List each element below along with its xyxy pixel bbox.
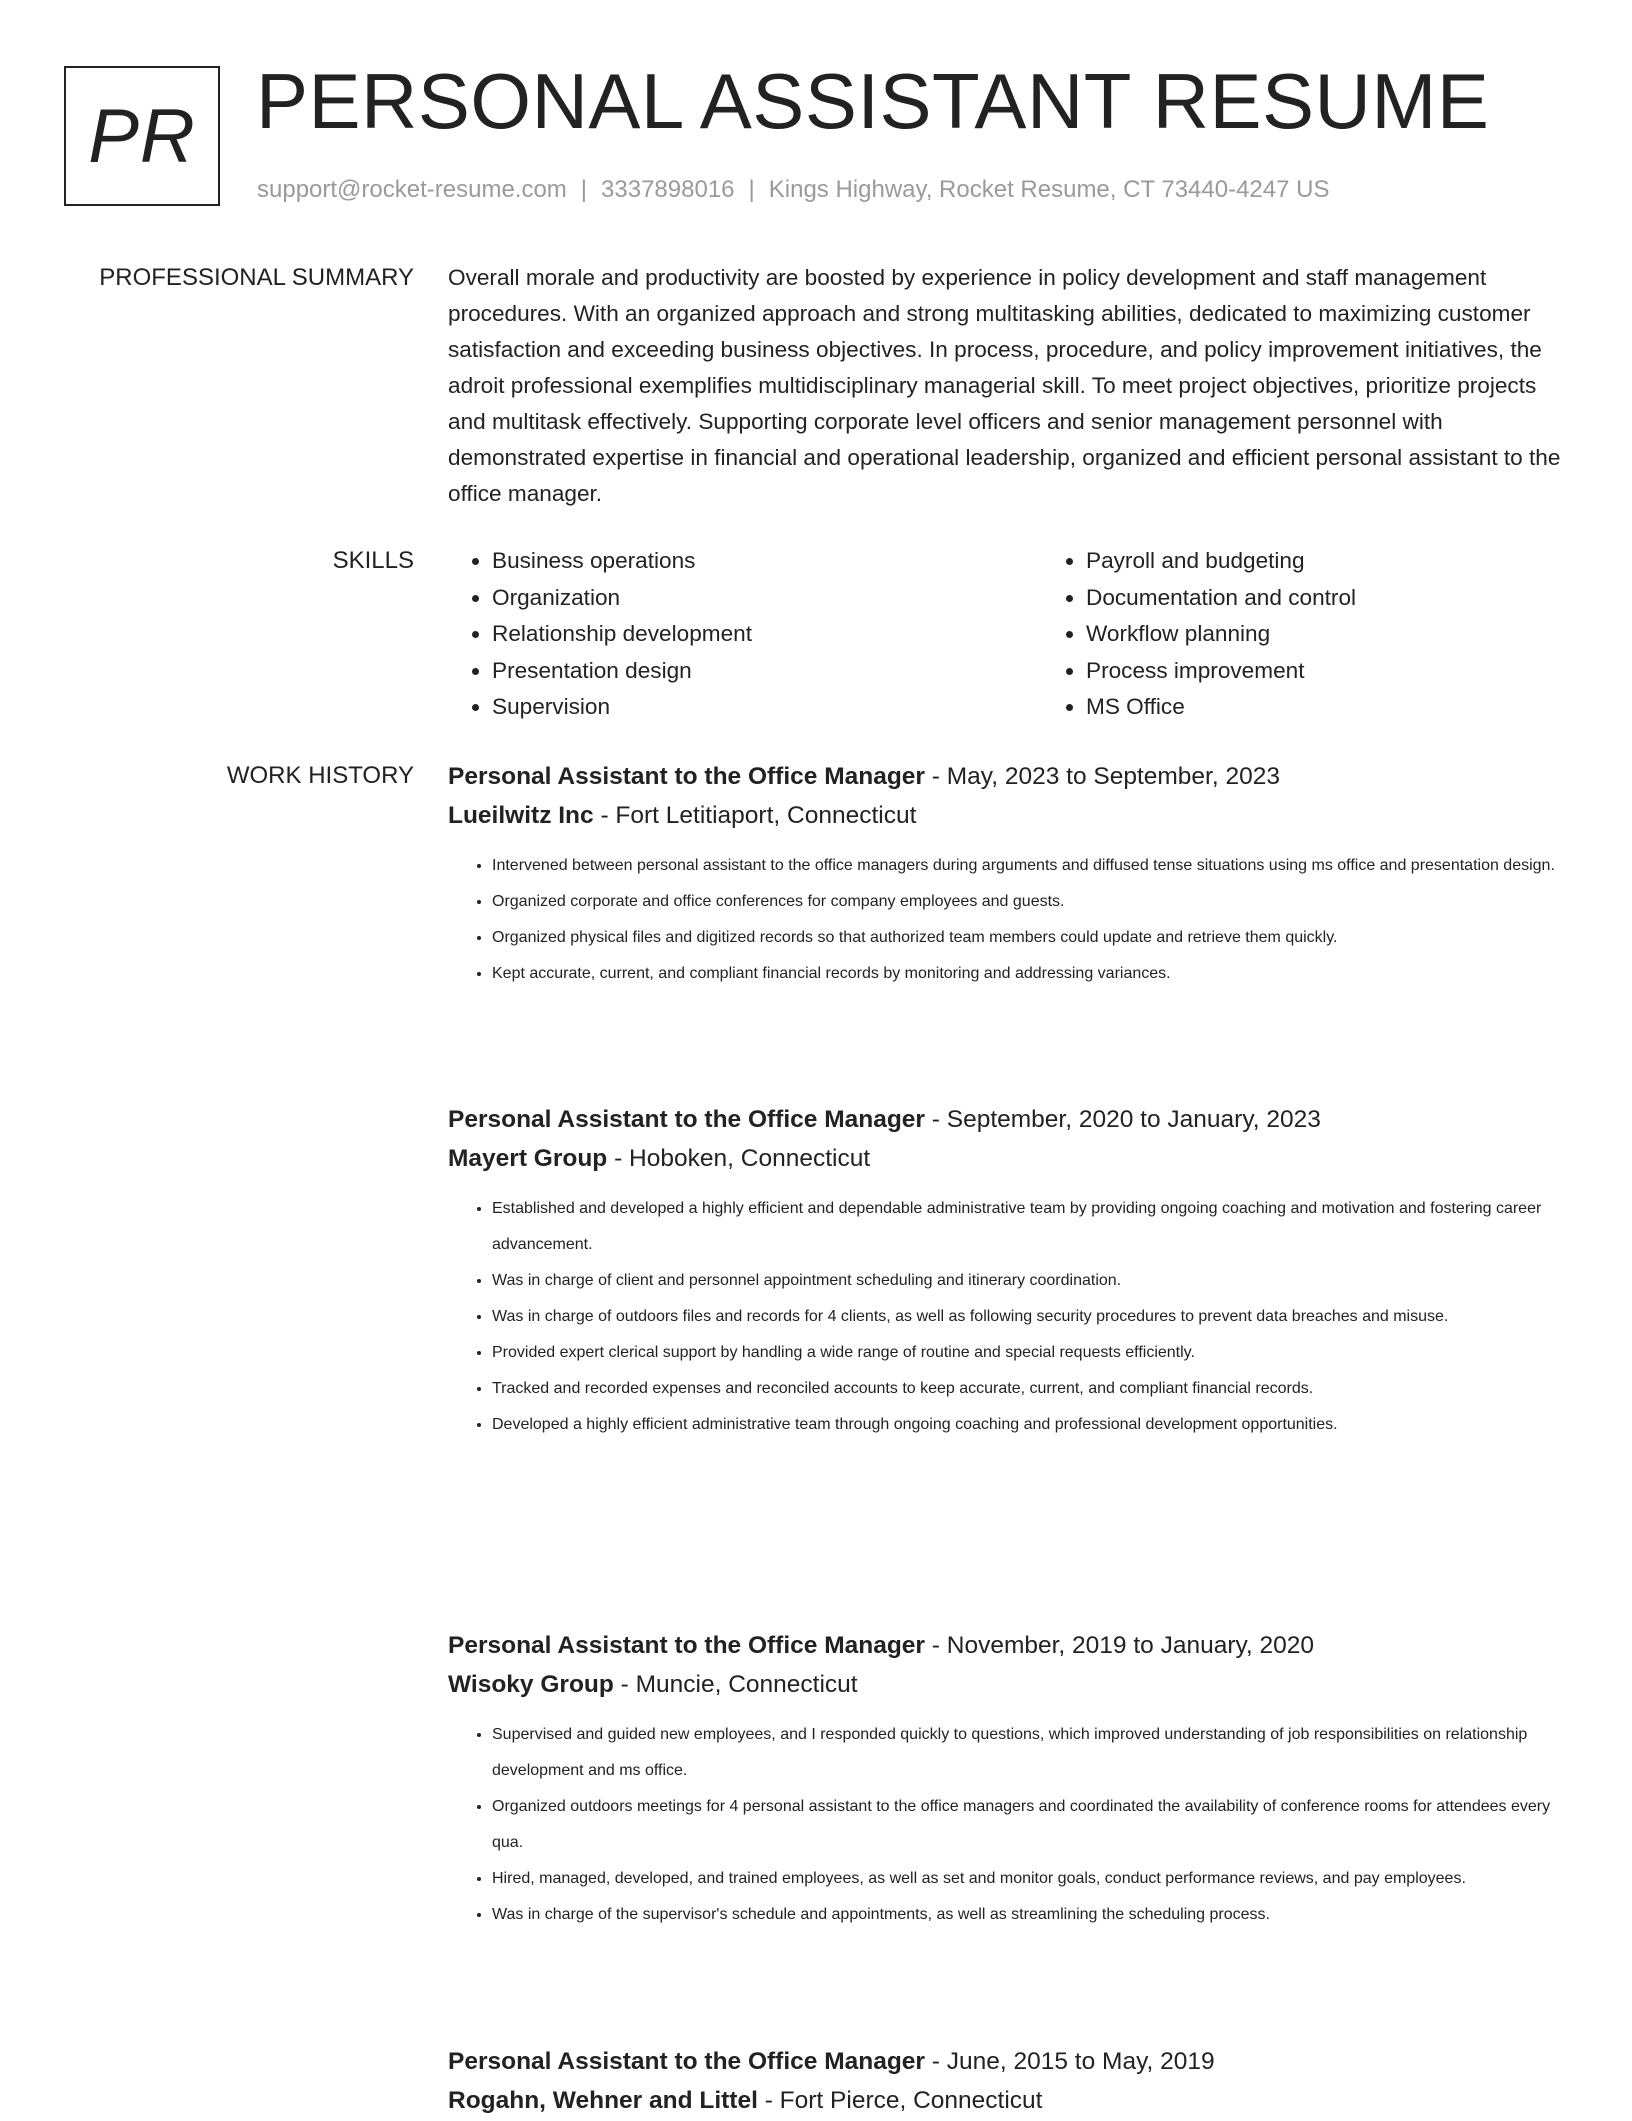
- contact-phone: 3337898016: [601, 176, 735, 203]
- job-dates: - November, 2019 to January, 2020: [931, 1632, 1315, 1659]
- skill-item: • Payroll and budgeting: [1086, 543, 1632, 580]
- job-bullet: • Was in charge of client and personnel appointment scheduling and itinerary coordination.: [492, 1263, 1568, 1299]
- job-title: Personal Assistant to the Office Manager: [448, 1632, 925, 1659]
- job-bullet: • Organized outdoors meetings for 4 personal assistant to the office managers and coordinated the availability of conference rooms for attendees every qua.: [492, 1789, 1568, 1861]
- job-entry: [448, 2043, 1568, 2121]
- resume-title: PERSONAL ASSISTANT RESUME: [256, 57, 1490, 145]
- job-bullet: • Supervised and guided new employees, and I responded quickly to questions, which improved understanding of job responsibilities on relationship development and ms office.: [492, 1717, 1568, 1789]
- job-bullet: • Was in charge of the supervisor's schedule and appointments, as well as streamlining the scheduling process.: [492, 1897, 1568, 1933]
- job-company-line: [448, 796, 1568, 836]
- skill-item: • Relationship development: [492, 616, 1042, 653]
- summary-label: PROFESSIONAL SUMMARY: [99, 264, 414, 291]
- job-company-line: [448, 1139, 1568, 1179]
- job-title-line: [448, 2043, 1568, 2081]
- job-entry: [448, 1101, 1568, 1443]
- skill-item: • Documentation and control: [1086, 580, 1632, 617]
- job-bullet: • Provided expert clerical support by handling a wide range of routine and special requests efficiently.: [492, 1335, 1568, 1371]
- job-entry: [448, 1627, 1568, 1933]
- monogram-badge: [64, 66, 220, 206]
- monogram-initials: PR: [88, 93, 196, 179]
- contact-separator: |: [748, 176, 755, 203]
- job-bullet: • Hired, managed, developed, and trained employees, as well as set and monitor goals, conduct performance reviews, and pay employees.: [492, 1861, 1568, 1897]
- job-bullet: • Intervened between personal assistant to the office managers during arguments and diffused tense situations using ms office and presentation design.: [492, 848, 1568, 884]
- job-bullet: • Was in charge of outdoors files and records for 4 clients, as well as following security procedures to prevent data breaches and misuse.: [492, 1299, 1568, 1335]
- job-location: - Fort Pierce, Connecticut: [764, 2087, 1043, 2114]
- job-location: - Hoboken, Connecticut: [614, 1145, 871, 1172]
- skills-list-left: [448, 543, 1042, 726]
- contact-separator: |: [580, 176, 588, 203]
- summary-body: [448, 260, 1568, 512]
- contact-line: [257, 174, 1329, 206]
- skill-item: • Presentation design: [492, 653, 1042, 690]
- skills-label: SKILLS: [332, 547, 414, 574]
- job-company: Rogahn, Wehner and Littel: [448, 2087, 758, 2114]
- job-bullet: • Kept accurate, current, and compliant financial records by monitoring and addressing variances.: [492, 956, 1568, 992]
- job-bullets: [448, 848, 1568, 992]
- work-history-label: WORK HISTORY: [226, 762, 414, 789]
- contact-email: support@rocket-resume.com: [257, 176, 567, 203]
- summary-text: Overall morale and productivity are boosted by experience in policy development and staff management procedures. With an organized approach and strong multitasking abilities, dedicated to maximizing customer satisfaction and exceeding business objectives. In process, procedure, and policy improvement initiatives, the adroit professional exemplifies multidisciplinary managerial skill. To meet project objectives, prioritize projects and multitask effectively. Supporting corporate level officers and senior management personnel with demonstrated expertise in financial and operational leadership, organized and efficient personal assistant to the office manager.: [448, 265, 1561, 506]
- job-company-line: [448, 1665, 1568, 1705]
- job-company-line: [448, 2081, 1568, 2121]
- skill-item: • MS Office: [1086, 689, 1632, 726]
- job-dates: - May, 2023 to September, 2023: [931, 763, 1280, 790]
- job-title: Personal Assistant to the Office Manager: [448, 1106, 925, 1133]
- job-title-line: [448, 1627, 1568, 1665]
- contact-address: Kings Highway, Rocket Resume, CT 73440-4247 US: [768, 176, 1330, 203]
- job-entry: [448, 758, 1568, 992]
- job-title: Personal Assistant to the Office Manager: [448, 763, 925, 790]
- job-dates: - September, 2020 to January, 2023: [931, 1106, 1321, 1133]
- skills-columns: [448, 543, 1558, 726]
- job-title-line: [448, 758, 1568, 796]
- skill-item: • Workflow planning: [1086, 616, 1632, 653]
- job-company: Lueilwitz Inc: [448, 802, 594, 829]
- job-bullets: [448, 1717, 1568, 1933]
- job-company: Mayert Group: [448, 1145, 608, 1172]
- job-title: Personal Assistant to the Office Manager: [448, 2048, 925, 2075]
- job-bullets: [448, 1191, 1568, 1443]
- job-dates: - June, 2015 to May, 2019: [931, 2048, 1215, 2075]
- job-bullet: • Established and developed a highly efficient and dependable administrative team by providing ongoing coaching and motivation and fostering career advancement.: [492, 1191, 1568, 1263]
- skill-item: • Business operations: [492, 543, 1042, 580]
- job-location: - Muncie, Connecticut: [620, 1671, 858, 1698]
- skills-list-right: [1042, 543, 1632, 726]
- skill-item: • Process improvement: [1086, 653, 1632, 690]
- job-bullet: • Organized corporate and office conferences for company employees and guests.: [492, 884, 1568, 920]
- skill-item: • Supervision: [492, 689, 1042, 726]
- job-bullet: • Organized physical files and digitized records so that authorized team members could update and retrieve them quickly.: [492, 920, 1568, 956]
- job-bullet: • Developed a highly efficient administrative team through ongoing coaching and professional development opportunities.: [492, 1407, 1568, 1443]
- job-company: Wisoky Group: [448, 1671, 614, 1698]
- skills-body: [448, 543, 1568, 726]
- skill-item: • Organization: [492, 580, 1042, 617]
- job-location: - Fort Letitiaport, Connecticut: [600, 802, 917, 829]
- job-title-line: [448, 1101, 1568, 1139]
- job-bullet: • Tracked and recorded expenses and reconciled accounts to keep accurate, current, and compliant financial records.: [492, 1371, 1568, 1407]
